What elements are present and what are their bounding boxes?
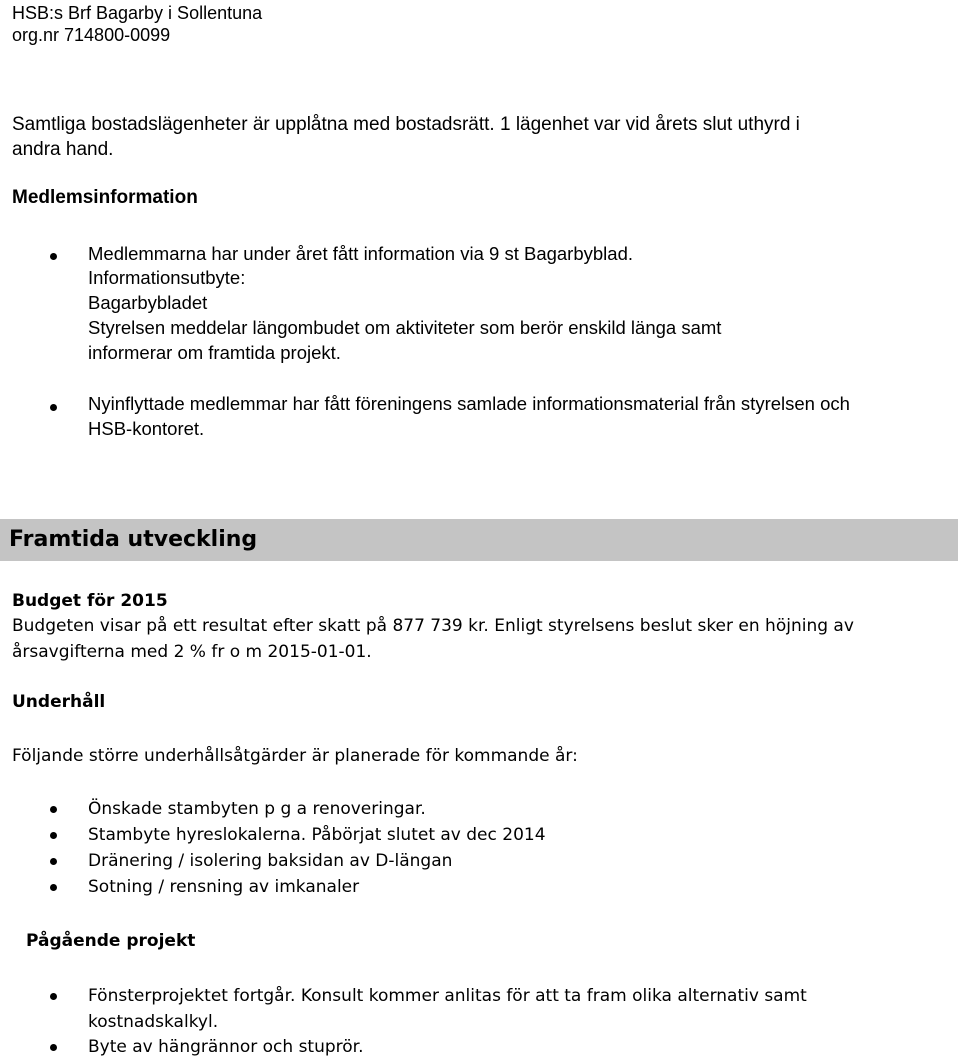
section-band-framtida-utveckling [0,519,958,561]
underhall-item-3: Dränering / isolering baksidan av D-längan [88,851,453,871]
medlem-item-2-line-2: HSB-kontoret. [88,418,205,439]
underhall-intro: Följande större underhållsåtgärder är planerade för kommande år: [12,746,578,766]
medlem-item-1-line-4: Styrelsen meddelar längombudet om aktiviteter som berör enskild länga samt [88,317,722,338]
section-title-framtida-utveckling: Framtida utveckling [9,527,258,552]
bullet-icon [50,884,57,891]
underhall-item-2: Stambyte hyreslokalerna. Påbörjat slutet av dec 2014 [88,825,546,845]
budget-line-1: Budgeten visar på ett resultat efter skatt på 877 739 kr. Enligt styrelsens beslut sker en höjning av [12,616,854,636]
bullet-icon [50,404,57,411]
medlem-item-1-line-5: informerar om framtida projekt. [88,342,341,363]
pagaende-heading: Pågående projekt [26,931,196,951]
medlem-item-1-line-2: Informationsutbyte: [88,267,246,288]
budget-heading: Budget för 2015 [12,591,168,611]
medlem-item-2-line-1: Nyinflyttade medlemmar har fått föreningens samlade informationsmaterial från styrelsen och [88,393,850,414]
medlem-item-1-line-1: Medlemmarna har under året fått information via 9 st Bagarbyblad. [88,243,634,264]
bullet-icon [50,1044,57,1051]
bullet-icon [50,253,57,260]
pagaende-item-2: Byte av hängrännor och stuprör. [88,1037,364,1057]
pagaende-item-1-line-1: Fönsterprojektet fortgår. Konsult kommer anlitas för att ta fram olika alternativ samt [88,986,807,1006]
bullet-icon [50,858,57,865]
section-heading-medlemsinformation: Medlemsinformation [12,187,198,208]
underhall-item-4: Sotning / rensning av imkanaler [88,877,360,897]
underhall-heading: Underhåll [12,692,106,712]
pagaende-item-1-line-2: kostnadskalkyl. [88,1012,219,1032]
medlem-item-1-line-3: Bagarbybladet [88,292,208,313]
intro-line-2: andra hand. [12,139,114,160]
org-number: org.nr 714800-0099 [12,25,171,45]
underhall-item-1: Önskade stambyten p g a renoveringar. [88,799,426,819]
org-name: HSB:s Brf Bagarby i Sollentuna [12,3,263,23]
bullet-icon [50,806,57,813]
budget-line-2: årsavgifterna med 2 % fr o m 2015-01-01. [12,642,372,662]
bullet-icon [50,993,57,1000]
bullet-icon [50,832,57,839]
intro-line-1: Samtliga bostadslägenheter är upplåtna med bostadsrätt. 1 lägenhet var vid årets slut uthyrd i [12,114,800,135]
